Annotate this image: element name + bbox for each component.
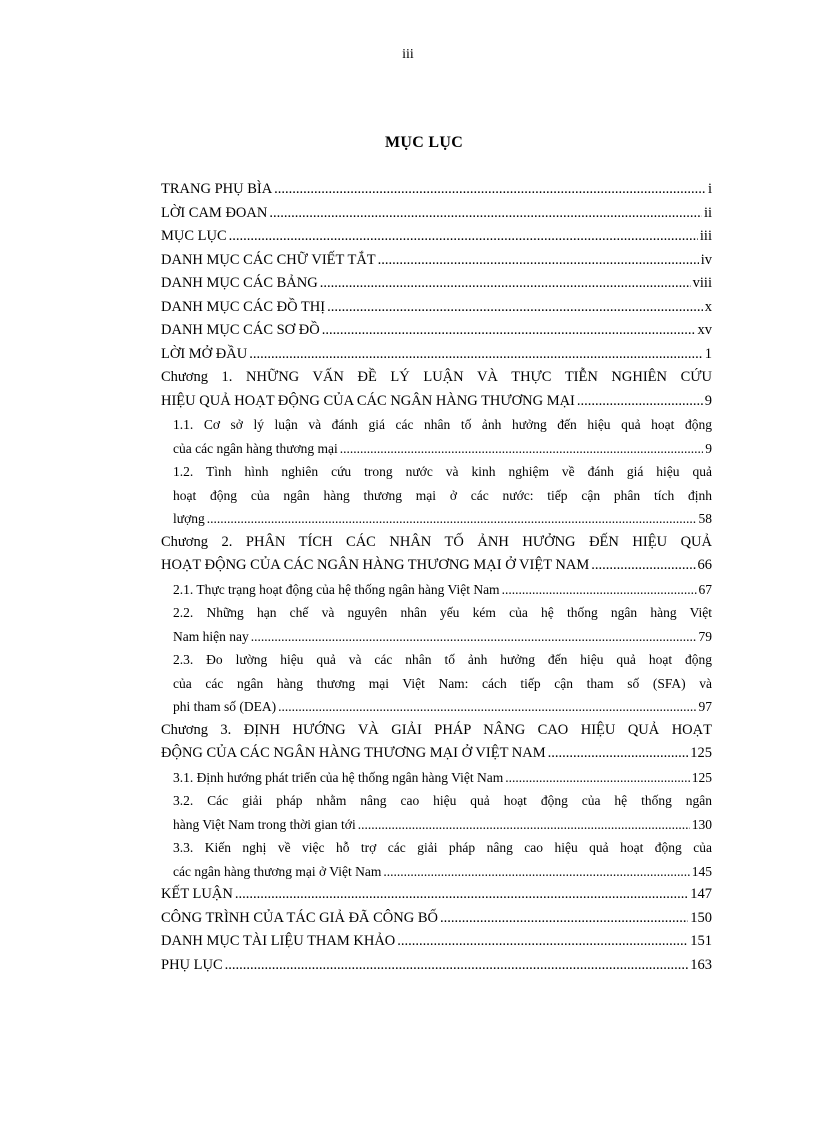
- toc-entry-title: DANH MỤC CÁC SƠ ĐỒ: [161, 319, 322, 343]
- toc-entry-title: của các ngân hàng thương mại: [173, 437, 340, 461]
- dot-leader: [251, 625, 697, 649]
- toc-entry-page-number: 130: [690, 813, 712, 837]
- toc-subentry[interactable]: [161, 413, 712, 460]
- toc-entry-page-number: 58: [697, 507, 713, 531]
- toc-entry[interactable]: [161, 531, 712, 578]
- toc-entry-title: TRANG PHỤ BÌA: [161, 178, 274, 202]
- dot-leader: [269, 202, 702, 226]
- dot-leader: [440, 907, 688, 931]
- dot-leader: [383, 860, 689, 884]
- toc-entry[interactable]: [161, 272, 712, 296]
- toc-entry-title: HIỆU QUẢ HOẠT ĐỘNG CỦA CÁC NGÂN HÀNG THƯƠNG MẠI: [161, 390, 577, 414]
- toc-entry-text-line: Chương 3. ĐỊNH HƯỚNG VÀ GIẢI PHÁP NÂNG CAO HIỆU QUẢ HOẠT: [161, 721, 712, 738]
- toc-entry-title: LỜI CAM ĐOAN: [161, 202, 269, 226]
- toc-entry[interactable]: [161, 296, 712, 320]
- toc-entry-leader-line: [161, 930, 712, 954]
- toc-entry-title: phi tham số (DEA): [173, 695, 278, 719]
- toc-entry-title: MỤC LỤC: [161, 225, 229, 249]
- toc-entry[interactable]: [161, 883, 712, 907]
- toc-entry[interactable]: [161, 202, 712, 226]
- toc-entry-leader-line: [161, 766, 712, 790]
- toc-entry-page-number: 163: [688, 954, 712, 978]
- toc-entry-page-number: x: [703, 296, 712, 320]
- toc-subentry[interactable]: [161, 789, 712, 836]
- toc-entry-page-number: 150: [688, 907, 712, 931]
- dot-leader: [249, 343, 703, 367]
- toc-entry-page-number: iv: [699, 249, 712, 273]
- toc-entry-text-line: 2.3. Đo lường hiệu quả và các nhân tố ảnh hưởng đến hiệu quả hoạt động: [173, 652, 712, 667]
- toc-entry[interactable]: [161, 930, 712, 954]
- toc-entry-title: 3.1. Định hướng phát triển của hệ thống ngân hàng Việt Nam: [173, 766, 505, 790]
- toc-entry-leader-line: [161, 907, 712, 931]
- toc-entry-text-line: Chương 1. NHỮNG VẤN ĐỀ LÝ LUẬN VÀ THỰC TIỄN NGHIÊN CỨU: [161, 369, 712, 385]
- dot-leader: [340, 437, 703, 461]
- dot-leader: [229, 225, 698, 249]
- toc-entry-page-number: 66: [696, 554, 713, 578]
- toc-entry[interactable]: [161, 225, 712, 249]
- toc-entry-title: LỜI MỞ ĐẦU: [161, 343, 249, 367]
- toc-entry-leader-line: [161, 554, 712, 578]
- toc-entry-page-number: ii: [702, 202, 712, 226]
- dot-leader: [548, 742, 689, 766]
- toc-entry[interactable]: [161, 954, 712, 978]
- toc-entry-page-number: 97: [697, 695, 713, 719]
- dot-leader: [278, 695, 696, 719]
- toc-entry-text-line: 1.2. Tình hình nghiên cứu trong nước và kinh nghiệm về đánh giá hiệu quả: [173, 464, 712, 479]
- toc-entry-text-line: Chương 2. PHÂN TÍCH CÁC NHÂN TỐ ẢNH HƯỞNG ĐẾN HIỆU QUẢ: [161, 533, 712, 550]
- toc-entry-page-number: 125: [688, 742, 712, 766]
- toc-entry-page-number: viii: [691, 272, 712, 296]
- dot-leader: [225, 954, 689, 978]
- toc-entry-leader-line: [161, 883, 712, 907]
- toc-entry-text-line: 2.2. Những hạn chế và nguyên nhân yếu kém của hệ thống ngân hàng Việt: [173, 605, 712, 620]
- toc-entry-leader-line: [161, 507, 712, 531]
- toc-entry-leader-line: [161, 225, 712, 249]
- toc-entry-title: lượng: [173, 507, 207, 531]
- dot-leader: [322, 319, 696, 343]
- toc-entry-leader-line: [161, 178, 712, 202]
- toc-entry-title: Nam hiện nay: [173, 625, 251, 649]
- dot-leader: [505, 766, 690, 790]
- toc-subentry[interactable]: [161, 648, 712, 719]
- toc-entry-title: CÔNG TRÌNH CỦA TÁC GIẢ ĐÃ CÔNG BỐ: [161, 907, 440, 931]
- toc-entry-page-number: 9: [703, 437, 712, 461]
- toc-entry-title: PHỤ LỤC: [161, 954, 225, 978]
- toc-entry[interactable]: [161, 178, 712, 202]
- toc-entry-page-number: 147: [688, 883, 712, 907]
- toc-entry-title: DANH MỤC TÀI LIỆU THAM KHẢO: [161, 930, 397, 954]
- dot-leader: [327, 296, 703, 320]
- toc-entry-leader-line: [161, 860, 712, 884]
- toc-entry[interactable]: [161, 366, 712, 413]
- dot-leader: [397, 930, 688, 954]
- toc-entry-leader-line: [161, 202, 712, 226]
- toc-subentry[interactable]: [161, 601, 712, 648]
- toc-entry-leader-line: [161, 390, 712, 414]
- toc-entry[interactable]: [161, 319, 712, 343]
- toc-entry-text-line: của các ngân hàng thương mại Việt Nam: cách tiếp cận tham số (SFA) và: [173, 675, 712, 691]
- toc-entry-text-line: hoạt động của ngân hàng thương mại ở các nước: tiếp cận phân tích định: [173, 487, 712, 503]
- toc-entry-page-number: 9: [703, 390, 712, 414]
- toc-entry-leader-line: [161, 296, 712, 320]
- toc-subentry[interactable]: [161, 836, 712, 883]
- toc-entry-leader-line: [161, 695, 712, 719]
- toc-entry-leader-line: [161, 249, 712, 273]
- toc-entry-page-number: 151: [688, 930, 712, 954]
- toc-entry-leader-line: [161, 742, 712, 766]
- toc-entry-title: 2.1. Thực trạng hoạt động của hệ thống ngân hàng Việt Nam: [173, 578, 502, 602]
- dot-leader: [235, 883, 688, 907]
- toc-entry-leader-line: [161, 272, 712, 296]
- toc-entry-title: KẾT LUẬN: [161, 883, 235, 907]
- toc-entry-leader-line: [161, 813, 712, 837]
- toc-subentry[interactable]: [161, 766, 712, 790]
- page-number: iii: [402, 47, 414, 62]
- dot-leader: [320, 272, 691, 296]
- toc-entry-page-number: i: [706, 178, 712, 202]
- toc-entry-leader-line: [161, 578, 712, 602]
- toc-entry-page-number: iii: [698, 225, 712, 249]
- toc-entry-text-line: 3.3. Kiến nghị về việc hỗ trợ các giải pháp nâng cao hiệu quả hoạt động của: [173, 840, 712, 855]
- table-of-contents: [161, 178, 712, 977]
- toc-entry-leader-line: [161, 954, 712, 978]
- toc-entry-leader-line: [161, 625, 712, 649]
- toc-entry-page-number: xv: [696, 319, 713, 343]
- dot-leader: [502, 578, 697, 602]
- toc-entry[interactable]: [161, 907, 712, 931]
- dot-leader: [358, 813, 690, 837]
- toc-entry-page-number: 145: [690, 860, 712, 884]
- toc-entry-title: DANH MỤC CÁC BẢNG: [161, 272, 320, 296]
- toc-entry-title: hàng Việt Nam trong thời gian tới: [173, 813, 358, 837]
- dot-leader: [591, 554, 695, 578]
- toc-entry-title: HOẠT ĐỘNG CỦA CÁC NGÂN HÀNG THƯƠNG MẠI Ở VIỆT NAM: [161, 554, 591, 578]
- toc-entry-page-number: 79: [697, 625, 713, 649]
- toc-entry-leader-line: [161, 343, 712, 367]
- toc-entry-page-number: 125: [690, 766, 712, 790]
- toc-entry-title: ĐỘNG CỦA CÁC NGÂN HÀNG THƯƠNG MẠI Ở VIỆT NAM: [161, 742, 548, 766]
- toc-entry-leader-line: [161, 319, 712, 343]
- toc-entry-title: DANH MỤC CÁC ĐỒ THỊ: [161, 296, 327, 320]
- toc-entry-title: DANH MỤC CÁC CHỮ VIẾT TẮT: [161, 249, 378, 273]
- dot-leader: [274, 178, 706, 202]
- toc-entry[interactable]: [161, 343, 712, 367]
- dot-leader: [207, 507, 697, 531]
- toc-entry[interactable]: [161, 719, 712, 766]
- toc-entry-text-line: 3.2. Các giải pháp nhằm nâng cao hiệu quả hoạt động của hệ thống ngân: [173, 793, 712, 808]
- toc-subentry[interactable]: [161, 460, 712, 531]
- toc-entry-page-number: 1: [703, 343, 712, 367]
- toc-entry-text-line: 1.1. Cơ sở lý luận và đánh giá các nhân tố ảnh hưởng đến hiệu quả hoạt động: [173, 417, 712, 432]
- toc-entry-page-number: 67: [697, 578, 713, 602]
- dot-leader: [577, 390, 703, 414]
- toc-entry-title: các ngân hàng thương mại ở Việt Nam: [173, 860, 383, 884]
- dot-leader: [378, 249, 699, 273]
- toc-subentry[interactable]: [161, 578, 712, 602]
- toc-entry-leader-line: [161, 437, 712, 461]
- toc-entry[interactable]: [161, 249, 712, 273]
- page-title: MỤC LỤC: [384, 134, 464, 151]
